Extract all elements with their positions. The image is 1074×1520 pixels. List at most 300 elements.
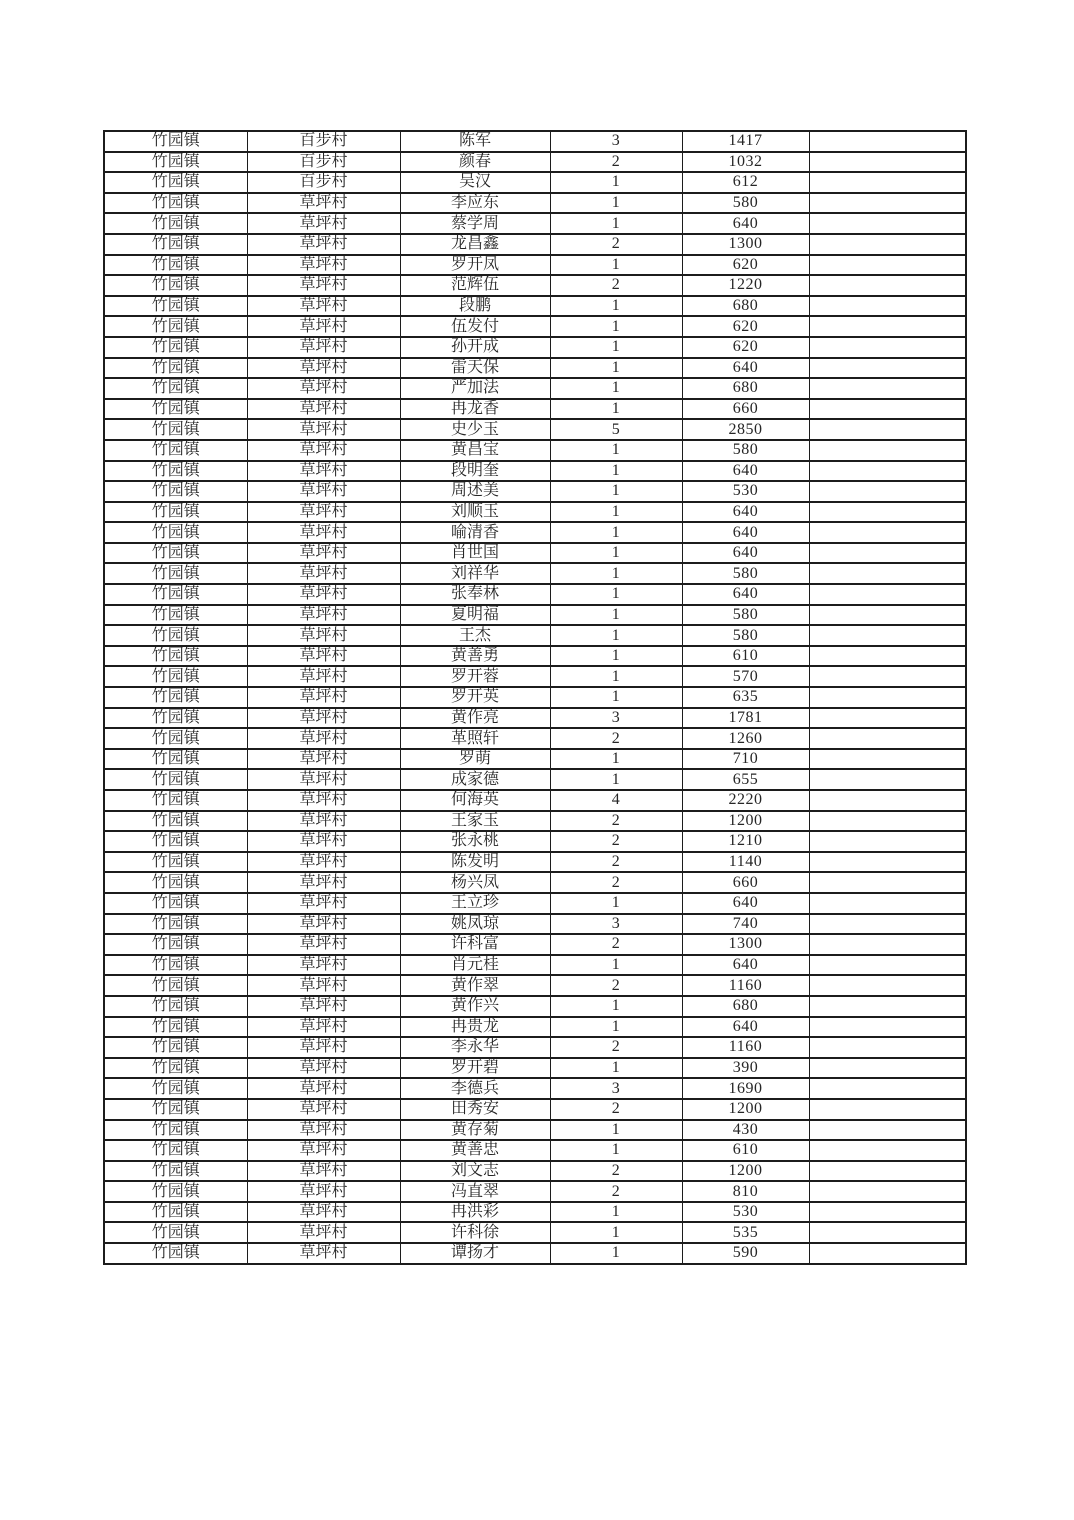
cell-amount: 580 bbox=[682, 193, 809, 214]
table-row bbox=[104, 955, 966, 976]
cell-village: 草坪村 bbox=[247, 1120, 400, 1141]
cell-amount: 635 bbox=[682, 687, 809, 708]
table-row bbox=[104, 440, 966, 461]
cell-town: 竹园镇 bbox=[104, 790, 247, 811]
cell-town: 竹园镇 bbox=[104, 131, 247, 152]
cell-town: 竹园镇 bbox=[104, 728, 247, 749]
cell-amount: 660 bbox=[682, 872, 809, 893]
cell-name: 罗开凤 bbox=[400, 255, 550, 276]
cell-town: 竹园镇 bbox=[104, 563, 247, 584]
cell-amount: 1260 bbox=[682, 728, 809, 749]
cell-amount: 610 bbox=[682, 646, 809, 667]
cell-note bbox=[809, 358, 966, 379]
cell-count: 2 bbox=[550, 1099, 682, 1120]
table-row bbox=[104, 502, 966, 523]
cell-note bbox=[809, 419, 966, 440]
cell-village: 草坪村 bbox=[247, 914, 400, 935]
cell-count: 1 bbox=[550, 687, 682, 708]
cell-village: 草坪村 bbox=[247, 811, 400, 832]
cell-amount: 680 bbox=[682, 378, 809, 399]
cell-note bbox=[809, 337, 966, 358]
cell-village: 草坪村 bbox=[247, 790, 400, 811]
cell-amount: 1160 bbox=[682, 1037, 809, 1058]
cell-note bbox=[809, 811, 966, 832]
cell-note bbox=[809, 1161, 966, 1182]
cell-amount: 535 bbox=[682, 1222, 809, 1243]
table-row bbox=[104, 666, 966, 687]
cell-village: 草坪村 bbox=[247, 234, 400, 255]
cell-amount: 390 bbox=[682, 1058, 809, 1079]
cell-amount: 1690 bbox=[682, 1078, 809, 1099]
cell-village: 草坪村 bbox=[247, 213, 400, 234]
cell-town: 竹园镇 bbox=[104, 316, 247, 337]
cell-note bbox=[809, 440, 966, 461]
cell-name: 罗开碧 bbox=[400, 1058, 550, 1079]
cell-name: 范辉伍 bbox=[400, 275, 550, 296]
cell-village: 草坪村 bbox=[247, 708, 400, 729]
cell-town: 竹园镇 bbox=[104, 852, 247, 873]
cell-note bbox=[809, 213, 966, 234]
cell-count: 1 bbox=[550, 646, 682, 667]
cell-town: 竹园镇 bbox=[104, 461, 247, 482]
cell-village: 草坪村 bbox=[247, 687, 400, 708]
cell-amount: 1200 bbox=[682, 1161, 809, 1182]
cell-count: 2 bbox=[550, 1181, 682, 1202]
table-row bbox=[104, 708, 966, 729]
cell-amount: 640 bbox=[682, 213, 809, 234]
cell-note bbox=[809, 1202, 966, 1223]
cell-count: 1 bbox=[550, 461, 682, 482]
cell-note bbox=[809, 831, 966, 852]
table-row bbox=[104, 1120, 966, 1141]
cell-name: 颜春 bbox=[400, 152, 550, 173]
cell-amount: 680 bbox=[682, 296, 809, 317]
cell-town: 竹园镇 bbox=[104, 749, 247, 770]
cell-note bbox=[809, 378, 966, 399]
cell-count: 1 bbox=[550, 1202, 682, 1223]
cell-amount: 660 bbox=[682, 399, 809, 420]
cell-village: 草坪村 bbox=[247, 296, 400, 317]
cell-amount: 680 bbox=[682, 996, 809, 1017]
cell-count: 2 bbox=[550, 275, 682, 296]
cell-town: 竹园镇 bbox=[104, 893, 247, 914]
cell-note bbox=[809, 1078, 966, 1099]
cell-name: 王家玉 bbox=[400, 811, 550, 832]
cell-note bbox=[809, 399, 966, 420]
cell-amount: 1781 bbox=[682, 708, 809, 729]
cell-amount: 530 bbox=[682, 481, 809, 502]
table-row bbox=[104, 584, 966, 605]
cell-name: 夏明福 bbox=[400, 605, 550, 626]
cell-count: 3 bbox=[550, 914, 682, 935]
cell-count: 2 bbox=[550, 934, 682, 955]
cell-count: 2 bbox=[550, 1161, 682, 1182]
cell-town: 竹园镇 bbox=[104, 172, 247, 193]
table-row bbox=[104, 625, 966, 646]
cell-town: 竹园镇 bbox=[104, 502, 247, 523]
table-row bbox=[104, 213, 966, 234]
cell-count: 2 bbox=[550, 811, 682, 832]
table-row bbox=[104, 914, 966, 935]
table-row bbox=[104, 543, 966, 564]
cell-count: 1 bbox=[550, 1120, 682, 1141]
cell-note bbox=[809, 666, 966, 687]
cell-name: 刘文志 bbox=[400, 1161, 550, 1182]
cell-amount: 710 bbox=[682, 749, 809, 770]
table-row bbox=[104, 975, 966, 996]
cell-count: 3 bbox=[550, 708, 682, 729]
cell-name: 喻清香 bbox=[400, 522, 550, 543]
table-row bbox=[104, 996, 966, 1017]
cell-count: 1 bbox=[550, 213, 682, 234]
cell-town: 竹园镇 bbox=[104, 811, 247, 832]
cell-village: 草坪村 bbox=[247, 255, 400, 276]
cell-amount: 1220 bbox=[682, 275, 809, 296]
table-row bbox=[104, 934, 966, 955]
cell-count: 1 bbox=[550, 666, 682, 687]
cell-town: 竹园镇 bbox=[104, 543, 247, 564]
cell-note bbox=[809, 1099, 966, 1120]
cell-note bbox=[809, 975, 966, 996]
cell-note bbox=[809, 872, 966, 893]
cell-village: 草坪村 bbox=[247, 769, 400, 790]
cell-note bbox=[809, 1181, 966, 1202]
cell-village: 草坪村 bbox=[247, 1161, 400, 1182]
cell-name: 冯直翠 bbox=[400, 1181, 550, 1202]
cell-name: 段明奎 bbox=[400, 461, 550, 482]
cell-count: 3 bbox=[550, 131, 682, 152]
cell-name: 冉贵龙 bbox=[400, 1017, 550, 1038]
cell-village: 草坪村 bbox=[247, 440, 400, 461]
cell-note bbox=[809, 275, 966, 296]
table-row bbox=[104, 358, 966, 379]
cell-note bbox=[809, 1222, 966, 1243]
cell-note bbox=[809, 172, 966, 193]
cell-amount: 740 bbox=[682, 914, 809, 935]
cell-name: 蔡学周 bbox=[400, 213, 550, 234]
table-row bbox=[104, 234, 966, 255]
cell-count: 1 bbox=[550, 316, 682, 337]
cell-amount: 1200 bbox=[682, 811, 809, 832]
cell-name: 陈军 bbox=[400, 131, 550, 152]
cell-town: 竹园镇 bbox=[104, 193, 247, 214]
cell-note bbox=[809, 893, 966, 914]
cell-amount: 1417 bbox=[682, 131, 809, 152]
cell-village: 草坪村 bbox=[247, 337, 400, 358]
cell-town: 竹园镇 bbox=[104, 1140, 247, 1161]
cell-amount: 2850 bbox=[682, 419, 809, 440]
cell-name: 史少玉 bbox=[400, 419, 550, 440]
table-row bbox=[104, 1099, 966, 1120]
cell-name: 黄作翠 bbox=[400, 975, 550, 996]
cell-name: 雷天保 bbox=[400, 358, 550, 379]
cell-town: 竹园镇 bbox=[104, 831, 247, 852]
cell-town: 竹园镇 bbox=[104, 481, 247, 502]
cell-note bbox=[809, 234, 966, 255]
cell-amount: 580 bbox=[682, 605, 809, 626]
cell-note bbox=[809, 296, 966, 317]
cell-name: 张永桃 bbox=[400, 831, 550, 852]
cell-town: 竹园镇 bbox=[104, 275, 247, 296]
cell-count: 2 bbox=[550, 728, 682, 749]
cell-village: 草坪村 bbox=[247, 852, 400, 873]
cell-name: 伍发付 bbox=[400, 316, 550, 337]
cell-village: 草坪村 bbox=[247, 646, 400, 667]
cell-note bbox=[809, 934, 966, 955]
table-row bbox=[104, 316, 966, 337]
cell-name: 周述美 bbox=[400, 481, 550, 502]
cell-note bbox=[809, 152, 966, 173]
table-row bbox=[104, 687, 966, 708]
table-row bbox=[104, 481, 966, 502]
cell-village: 百步村 bbox=[247, 172, 400, 193]
cell-note bbox=[809, 605, 966, 626]
cell-count: 1 bbox=[550, 584, 682, 605]
cell-count: 1 bbox=[550, 605, 682, 626]
cell-town: 竹园镇 bbox=[104, 399, 247, 420]
cell-name: 李德兵 bbox=[400, 1078, 550, 1099]
cell-town: 竹园镇 bbox=[104, 934, 247, 955]
cell-village: 百步村 bbox=[247, 131, 400, 152]
cell-count: 2 bbox=[550, 852, 682, 873]
cell-amount: 430 bbox=[682, 1120, 809, 1141]
cell-note bbox=[809, 790, 966, 811]
cell-town: 竹园镇 bbox=[104, 1058, 247, 1079]
table-row bbox=[104, 1181, 966, 1202]
cell-village: 草坪村 bbox=[247, 481, 400, 502]
cell-amount: 590 bbox=[682, 1243, 809, 1264]
table-row bbox=[104, 852, 966, 873]
cell-count: 1 bbox=[550, 563, 682, 584]
cell-count: 1 bbox=[550, 1222, 682, 1243]
cell-count: 2 bbox=[550, 975, 682, 996]
cell-note bbox=[809, 769, 966, 790]
cell-count: 1 bbox=[550, 378, 682, 399]
cell-count: 4 bbox=[550, 790, 682, 811]
table-row bbox=[104, 749, 966, 770]
cell-village: 草坪村 bbox=[247, 666, 400, 687]
cell-town: 竹园镇 bbox=[104, 378, 247, 399]
cell-village: 草坪村 bbox=[247, 872, 400, 893]
cell-count: 1 bbox=[550, 255, 682, 276]
cell-amount: 640 bbox=[682, 584, 809, 605]
cell-amount: 1032 bbox=[682, 152, 809, 173]
table-row bbox=[104, 172, 966, 193]
cell-town: 竹园镇 bbox=[104, 255, 247, 276]
cell-name: 杨兴凤 bbox=[400, 872, 550, 893]
cell-town: 竹园镇 bbox=[104, 996, 247, 1017]
cell-village: 草坪村 bbox=[247, 625, 400, 646]
cell-amount: 1300 bbox=[682, 234, 809, 255]
cell-name: 罗萌 bbox=[400, 749, 550, 770]
table-row bbox=[104, 461, 966, 482]
cell-village: 草坪村 bbox=[247, 563, 400, 584]
table-row bbox=[104, 522, 966, 543]
cell-town: 竹园镇 bbox=[104, 605, 247, 626]
cell-name: 田秀安 bbox=[400, 1099, 550, 1120]
table-row bbox=[104, 1078, 966, 1099]
cell-count: 1 bbox=[550, 481, 682, 502]
cell-count: 1 bbox=[550, 296, 682, 317]
cell-note bbox=[809, 481, 966, 502]
cell-village: 草坪村 bbox=[247, 996, 400, 1017]
cell-amount: 640 bbox=[682, 461, 809, 482]
cell-town: 竹园镇 bbox=[104, 955, 247, 976]
cell-town: 竹园镇 bbox=[104, 1037, 247, 1058]
cell-name: 肖元桂 bbox=[400, 955, 550, 976]
cell-name: 龙昌鑫 bbox=[400, 234, 550, 255]
cell-town: 竹园镇 bbox=[104, 337, 247, 358]
cell-amount: 612 bbox=[682, 172, 809, 193]
data-table bbox=[103, 130, 967, 1265]
cell-village: 草坪村 bbox=[247, 399, 400, 420]
cell-amount: 640 bbox=[682, 522, 809, 543]
cell-note bbox=[809, 955, 966, 976]
cell-name: 刘顺玉 bbox=[400, 502, 550, 523]
cell-town: 竹园镇 bbox=[104, 1181, 247, 1202]
cell-village: 草坪村 bbox=[247, 1181, 400, 1202]
cell-town: 竹园镇 bbox=[104, 1243, 247, 1264]
cell-note bbox=[809, 543, 966, 564]
cell-name: 吴汉 bbox=[400, 172, 550, 193]
cell-note bbox=[809, 708, 966, 729]
cell-amount: 530 bbox=[682, 1202, 809, 1223]
cell-name: 张奉林 bbox=[400, 584, 550, 605]
cell-note bbox=[809, 996, 966, 1017]
cell-amount: 620 bbox=[682, 255, 809, 276]
table-row bbox=[104, 337, 966, 358]
cell-name: 李应东 bbox=[400, 193, 550, 214]
cell-note bbox=[809, 625, 966, 646]
cell-note bbox=[809, 728, 966, 749]
cell-note bbox=[809, 852, 966, 873]
cell-note bbox=[809, 563, 966, 584]
cell-town: 竹园镇 bbox=[104, 440, 247, 461]
cell-note bbox=[809, 1140, 966, 1161]
cell-name: 黄存菊 bbox=[400, 1120, 550, 1141]
cell-town: 竹园镇 bbox=[104, 975, 247, 996]
table-row bbox=[104, 1222, 966, 1243]
cell-count: 1 bbox=[550, 955, 682, 976]
cell-note bbox=[809, 1243, 966, 1264]
table-row bbox=[104, 1037, 966, 1058]
table-row bbox=[104, 769, 966, 790]
cell-name: 黄作兴 bbox=[400, 996, 550, 1017]
cell-town: 竹园镇 bbox=[104, 872, 247, 893]
cell-name: 肖世国 bbox=[400, 543, 550, 564]
cell-town: 竹园镇 bbox=[104, 687, 247, 708]
cell-note bbox=[809, 1037, 966, 1058]
cell-name: 冉洪彩 bbox=[400, 1202, 550, 1223]
cell-name: 刘祥华 bbox=[400, 563, 550, 584]
cell-village: 草坪村 bbox=[247, 955, 400, 976]
cell-amount: 2220 bbox=[682, 790, 809, 811]
cell-count: 1 bbox=[550, 193, 682, 214]
cell-amount: 580 bbox=[682, 563, 809, 584]
cell-name: 王立珍 bbox=[400, 893, 550, 914]
cell-town: 竹园镇 bbox=[104, 1161, 247, 1182]
cell-note bbox=[809, 1120, 966, 1141]
cell-count: 2 bbox=[550, 152, 682, 173]
cell-village: 草坪村 bbox=[247, 193, 400, 214]
table-row bbox=[104, 605, 966, 626]
cell-village: 草坪村 bbox=[247, 831, 400, 852]
table-row bbox=[104, 152, 966, 173]
table-row bbox=[104, 1017, 966, 1038]
cell-count: 1 bbox=[550, 337, 682, 358]
cell-village: 草坪村 bbox=[247, 1202, 400, 1223]
cell-town: 竹园镇 bbox=[104, 769, 247, 790]
table-body bbox=[104, 131, 966, 1264]
cell-count: 3 bbox=[550, 1078, 682, 1099]
cell-name: 孙开成 bbox=[400, 337, 550, 358]
cell-count: 1 bbox=[550, 543, 682, 564]
cell-name: 成家德 bbox=[400, 769, 550, 790]
table-row bbox=[104, 646, 966, 667]
cell-village: 草坪村 bbox=[247, 1037, 400, 1058]
table-row bbox=[104, 790, 966, 811]
table-row bbox=[104, 131, 966, 152]
cell-town: 竹园镇 bbox=[104, 152, 247, 173]
cell-note bbox=[809, 255, 966, 276]
cell-note bbox=[809, 193, 966, 214]
cell-name: 罗开英 bbox=[400, 687, 550, 708]
cell-town: 竹园镇 bbox=[104, 1078, 247, 1099]
cell-name: 何海英 bbox=[400, 790, 550, 811]
cell-count: 1 bbox=[550, 1017, 682, 1038]
cell-village: 草坪村 bbox=[247, 749, 400, 770]
cell-village: 草坪村 bbox=[247, 358, 400, 379]
table-row bbox=[104, 1058, 966, 1079]
cell-count: 1 bbox=[550, 769, 682, 790]
cell-name: 王杰 bbox=[400, 625, 550, 646]
cell-note bbox=[809, 1058, 966, 1079]
cell-count: 5 bbox=[550, 419, 682, 440]
cell-village: 草坪村 bbox=[247, 605, 400, 626]
cell-village: 草坪村 bbox=[247, 584, 400, 605]
cell-town: 竹园镇 bbox=[104, 419, 247, 440]
cell-note bbox=[809, 749, 966, 770]
cell-village: 草坪村 bbox=[247, 893, 400, 914]
cell-town: 竹园镇 bbox=[104, 1120, 247, 1141]
cell-name: 黄善勇 bbox=[400, 646, 550, 667]
cell-note bbox=[809, 131, 966, 152]
table-row bbox=[104, 255, 966, 276]
cell-amount: 1160 bbox=[682, 975, 809, 996]
table-row bbox=[104, 811, 966, 832]
cell-count: 1 bbox=[550, 399, 682, 420]
cell-village: 草坪村 bbox=[247, 975, 400, 996]
cell-name: 严加法 bbox=[400, 378, 550, 399]
cell-town: 竹园镇 bbox=[104, 914, 247, 935]
cell-village: 草坪村 bbox=[247, 522, 400, 543]
table-row bbox=[104, 563, 966, 584]
cell-count: 1 bbox=[550, 172, 682, 193]
cell-village: 草坪村 bbox=[247, 934, 400, 955]
table-row bbox=[104, 872, 966, 893]
cell-village: 草坪村 bbox=[247, 275, 400, 296]
cell-town: 竹园镇 bbox=[104, 213, 247, 234]
cell-town: 竹园镇 bbox=[104, 1099, 247, 1120]
cell-name: 许科富 bbox=[400, 934, 550, 955]
cell-count: 1 bbox=[550, 502, 682, 523]
cell-village: 草坪村 bbox=[247, 728, 400, 749]
cell-count: 1 bbox=[550, 1243, 682, 1264]
table-row bbox=[104, 893, 966, 914]
cell-town: 竹园镇 bbox=[104, 1222, 247, 1243]
cell-town: 竹园镇 bbox=[104, 708, 247, 729]
cell-amount: 655 bbox=[682, 769, 809, 790]
